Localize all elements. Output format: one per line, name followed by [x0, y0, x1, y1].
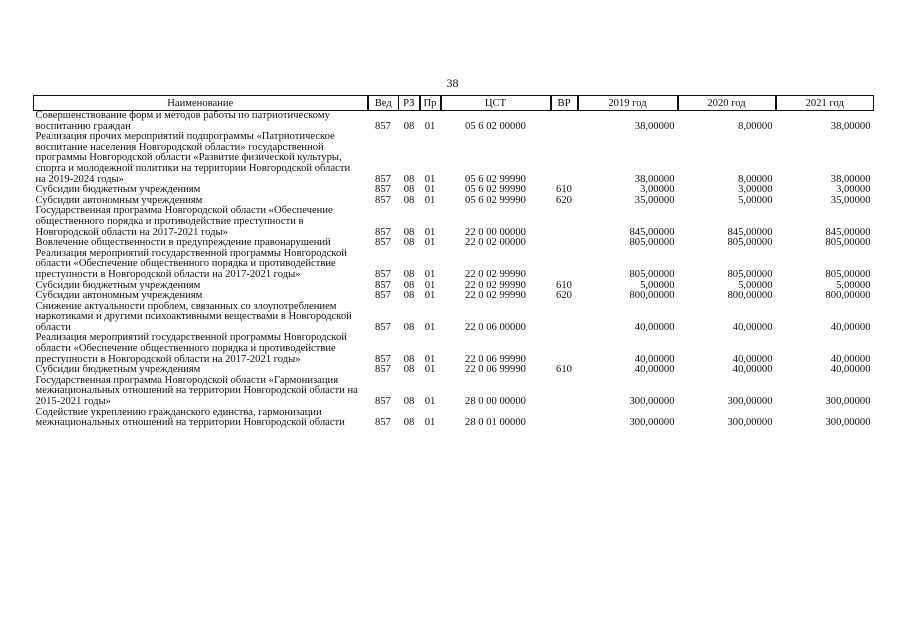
row-value-2019: 805,00000: [629, 237, 675, 249]
table-header-row: [34, 96, 874, 111]
table-body: [34, 111, 874, 429]
row-ved: 857: [375, 396, 391, 408]
row-value-2021: 35,00000: [830, 194, 871, 206]
table-row: [34, 408, 874, 429]
row-cst: 05 6 02 99990: [465, 194, 526, 206]
col-header-vr: ВР: [551, 96, 578, 111]
row-cst: 05 6 02 99990: [465, 173, 526, 185]
row-ved: 857: [375, 268, 391, 280]
row-vr: [551, 408, 578, 429]
row-vr: [551, 238, 578, 249]
row-name: Реализация прочих мероприятий подпрограммы «Патриотическое воспитание населения Новгородской области» государственной программы Новгородской области «Развитие физической культуры, спорта и молодежной политики на территории Новгородской области на 2019-2024 годы»: [35, 131, 351, 185]
row-value-2020: 805,00000: [727, 268, 773, 280]
row-ved: 857: [375, 173, 391, 185]
row-name: Субсидии бюджетным учреждениям: [35, 364, 201, 376]
row-ved: 857: [375, 290, 391, 302]
col-header-pr: Пр: [420, 96, 441, 111]
row-vr: [551, 302, 578, 334]
row-vr: 620: [556, 194, 572, 206]
table-row: [34, 302, 874, 334]
col-header-name: Наименование: [34, 96, 368, 111]
row-name: Вовлечение общественности в предупреждение правонарушений: [35, 237, 331, 249]
row-ved: 857: [375, 194, 391, 206]
row-ved: 857: [375, 353, 391, 365]
row-name: Реализация мероприятий государственной программы Новгородской области «Обеспечение общественного порядка и противодействие преступности в Новгородской области на 2017-2021 годы»: [35, 247, 347, 280]
table-row: [34, 376, 874, 408]
row-ved: 857: [375, 321, 391, 333]
row-value-2021: 38,00000: [830, 120, 871, 132]
row-rz: 08: [403, 417, 415, 429]
row-rz: 08: [403, 120, 415, 132]
row-pr: 01: [424, 173, 436, 185]
row-rz: 08: [403, 290, 415, 302]
row-pr: 01: [424, 194, 436, 206]
row-value-2021: 40,00000: [830, 364, 871, 376]
row-value-2019: 40,00000: [634, 353, 675, 365]
row-value-2021: 40,00000: [830, 321, 871, 333]
row-ved: 857: [375, 120, 391, 132]
col-header-cst: ЦСТ: [441, 96, 551, 111]
row-pr: 01: [424, 396, 436, 408]
row-value-2020: 800,00000: [727, 290, 773, 302]
col-header-ved: Вед: [368, 96, 399, 111]
row-ved: 857: [375, 279, 391, 291]
row-rz: 08: [403, 173, 415, 185]
row-vr: 610: [556, 279, 572, 291]
row-ved: 857: [375, 364, 391, 376]
row-cst: 22 0 02 99990: [465, 279, 526, 291]
row-cst: 05 6 02 99990: [465, 184, 526, 196]
row-value-2021: 5,00000: [836, 279, 871, 291]
row-value-2020: 3,00000: [738, 184, 773, 196]
row-cst: 22 0 06 99990: [465, 364, 526, 376]
row-value-2021: 800,00000: [825, 290, 871, 302]
row-pr: 01: [424, 353, 436, 365]
row-value-2020: 845,00000: [727, 226, 773, 238]
row-value-2021: 805,00000: [825, 268, 871, 280]
row-pr: 01: [424, 184, 436, 196]
row-value-2021: 300,00000: [825, 396, 871, 408]
row-cst: 22 0 00 00000: [465, 226, 526, 238]
row-pr: 01: [424, 237, 436, 249]
row-rz: 08: [403, 184, 415, 196]
row-value-2021: 845,00000: [825, 226, 871, 238]
row-value-2020: 5,00000: [738, 279, 773, 291]
row-name: Субсидии бюджетным учреждениям: [35, 279, 201, 291]
row-name: Реализация мероприятий государственной программы Новгородской области «Обеспечение общественного порядка и противодействие преступности в Новгородской области на 2017-2021 годы»: [35, 332, 347, 365]
row-cst: 22 0 06 00000: [465, 321, 526, 333]
row-value-2019: 300,00000: [629, 396, 675, 408]
row-name: Субсидии автономным учреждениям: [35, 290, 203, 302]
row-vr: [551, 376, 578, 408]
row-value-2021: 805,00000: [825, 237, 871, 249]
row-name: Совершенствование форм и методов работы по патриотическому воспитанию граждан: [35, 110, 330, 132]
table-row: [34, 249, 874, 281]
row-value-2020: 8,00000: [738, 173, 773, 185]
col-header-2020: 2020 год: [678, 96, 776, 111]
row-cst: 28 0 00 00000: [465, 396, 526, 408]
row-cst: 22 0 02 00000: [465, 237, 526, 249]
row-rz: 08: [403, 237, 415, 249]
row-value-2020: 8,00000: [738, 120, 773, 132]
row-value-2019: 40,00000: [634, 321, 675, 333]
row-pr: 01: [424, 226, 436, 238]
row-value-2019: 845,00000: [629, 226, 675, 238]
row-value-2020: 40,00000: [732, 321, 773, 333]
row-vr: 610: [556, 364, 572, 376]
col-header-rz: РЗ: [399, 96, 420, 111]
row-cst: 22 0 02 99990: [465, 290, 526, 302]
row-vr: [551, 206, 578, 238]
table-row: [34, 132, 874, 185]
row-rz: 08: [403, 226, 415, 238]
row-name: Субсидии автономным учреждениям: [35, 194, 203, 206]
row-pr: 01: [424, 279, 436, 291]
row-rz: 08: [403, 364, 415, 376]
row-value-2020: 300,00000: [727, 396, 773, 408]
row-pr: 01: [424, 321, 436, 333]
row-value-2019: 3,00000: [640, 184, 675, 196]
row-name: Содействие укреплению гражданского единства, гармонизации межнациональных отношений на территории Новгородской области: [35, 406, 345, 429]
row-rz: 08: [403, 396, 415, 408]
row-cst: 28 0 01 00000: [465, 417, 526, 429]
row-value-2019: 35,00000: [634, 194, 675, 206]
row-rz: 08: [403, 279, 415, 291]
row-value-2019: 800,00000: [629, 290, 675, 302]
table-row: [34, 111, 874, 133]
row-value-2020: 5,00000: [738, 194, 773, 206]
row-pr: 01: [424, 417, 436, 429]
row-cst: 22 0 02 99990: [465, 268, 526, 280]
page-number: 38: [446, 76, 459, 90]
row-rz: 08: [403, 194, 415, 206]
row-pr: 01: [424, 364, 436, 376]
table-row: [34, 333, 874, 365]
row-value-2020: 40,00000: [732, 353, 773, 365]
row-rz: 08: [403, 321, 415, 333]
row-name: Субсидии бюджетным учреждениям: [35, 184, 201, 196]
budget-table: [33, 95, 874, 429]
row-value-2021: 300,00000: [825, 417, 871, 429]
row-cst: 22 0 06 99990: [465, 353, 526, 365]
row-vr: [551, 132, 578, 185]
row-pr: 01: [424, 290, 436, 302]
row-value-2019: 805,00000: [629, 268, 675, 280]
col-header-2021: 2021 год: [776, 96, 874, 111]
row-name: Государственная программа Новгородской области «Обеспечение общественного порядка и противодействие преступности в Новгородской области на 2017-2021 годы»: [35, 205, 333, 238]
row-ved: 857: [375, 226, 391, 238]
row-vr: 610: [556, 184, 572, 196]
row-name: Государственная программа Новгородской области «Гармонизация межнациональных отношений на территории Новгородской области на 2015-2021 годы»: [35, 374, 358, 408]
table-row: [34, 206, 874, 238]
row-vr: [551, 249, 578, 281]
row-rz: 08: [403, 268, 415, 280]
row-cst: 05 6 02 00000: [465, 120, 526, 132]
row-value-2021: 40,00000: [830, 353, 871, 365]
row-pr: 01: [424, 120, 436, 132]
row-vr: [551, 333, 578, 365]
row-ved: 857: [375, 237, 391, 249]
row-value-2019: 38,00000: [634, 120, 675, 132]
row-ved: 857: [375, 417, 391, 429]
row-ved: 857: [375, 184, 391, 196]
row-value-2020: 40,00000: [732, 364, 773, 376]
row-value-2019: 5,00000: [640, 279, 675, 291]
row-value-2019: 40,00000: [634, 364, 675, 376]
col-header-2019: 2019 год: [578, 96, 678, 111]
row-vr: 620: [556, 290, 572, 302]
row-value-2021: 38,00000: [830, 173, 871, 185]
row-pr: 01: [424, 268, 436, 280]
row-vr: [551, 111, 578, 133]
row-name: Снижение актуальности проблем, связанных со злоупотреблением наркотиками и другими психоактивными веществами в Новгородской области: [35, 300, 352, 333]
row-value-2019: 38,00000: [634, 173, 675, 185]
row-value-2019: 300,00000: [629, 417, 675, 429]
row-value-2020: 805,00000: [727, 237, 773, 249]
row-value-2021: 3,00000: [836, 184, 871, 196]
row-value-2020: 300,00000: [727, 417, 773, 429]
row-rz: 08: [403, 353, 415, 365]
